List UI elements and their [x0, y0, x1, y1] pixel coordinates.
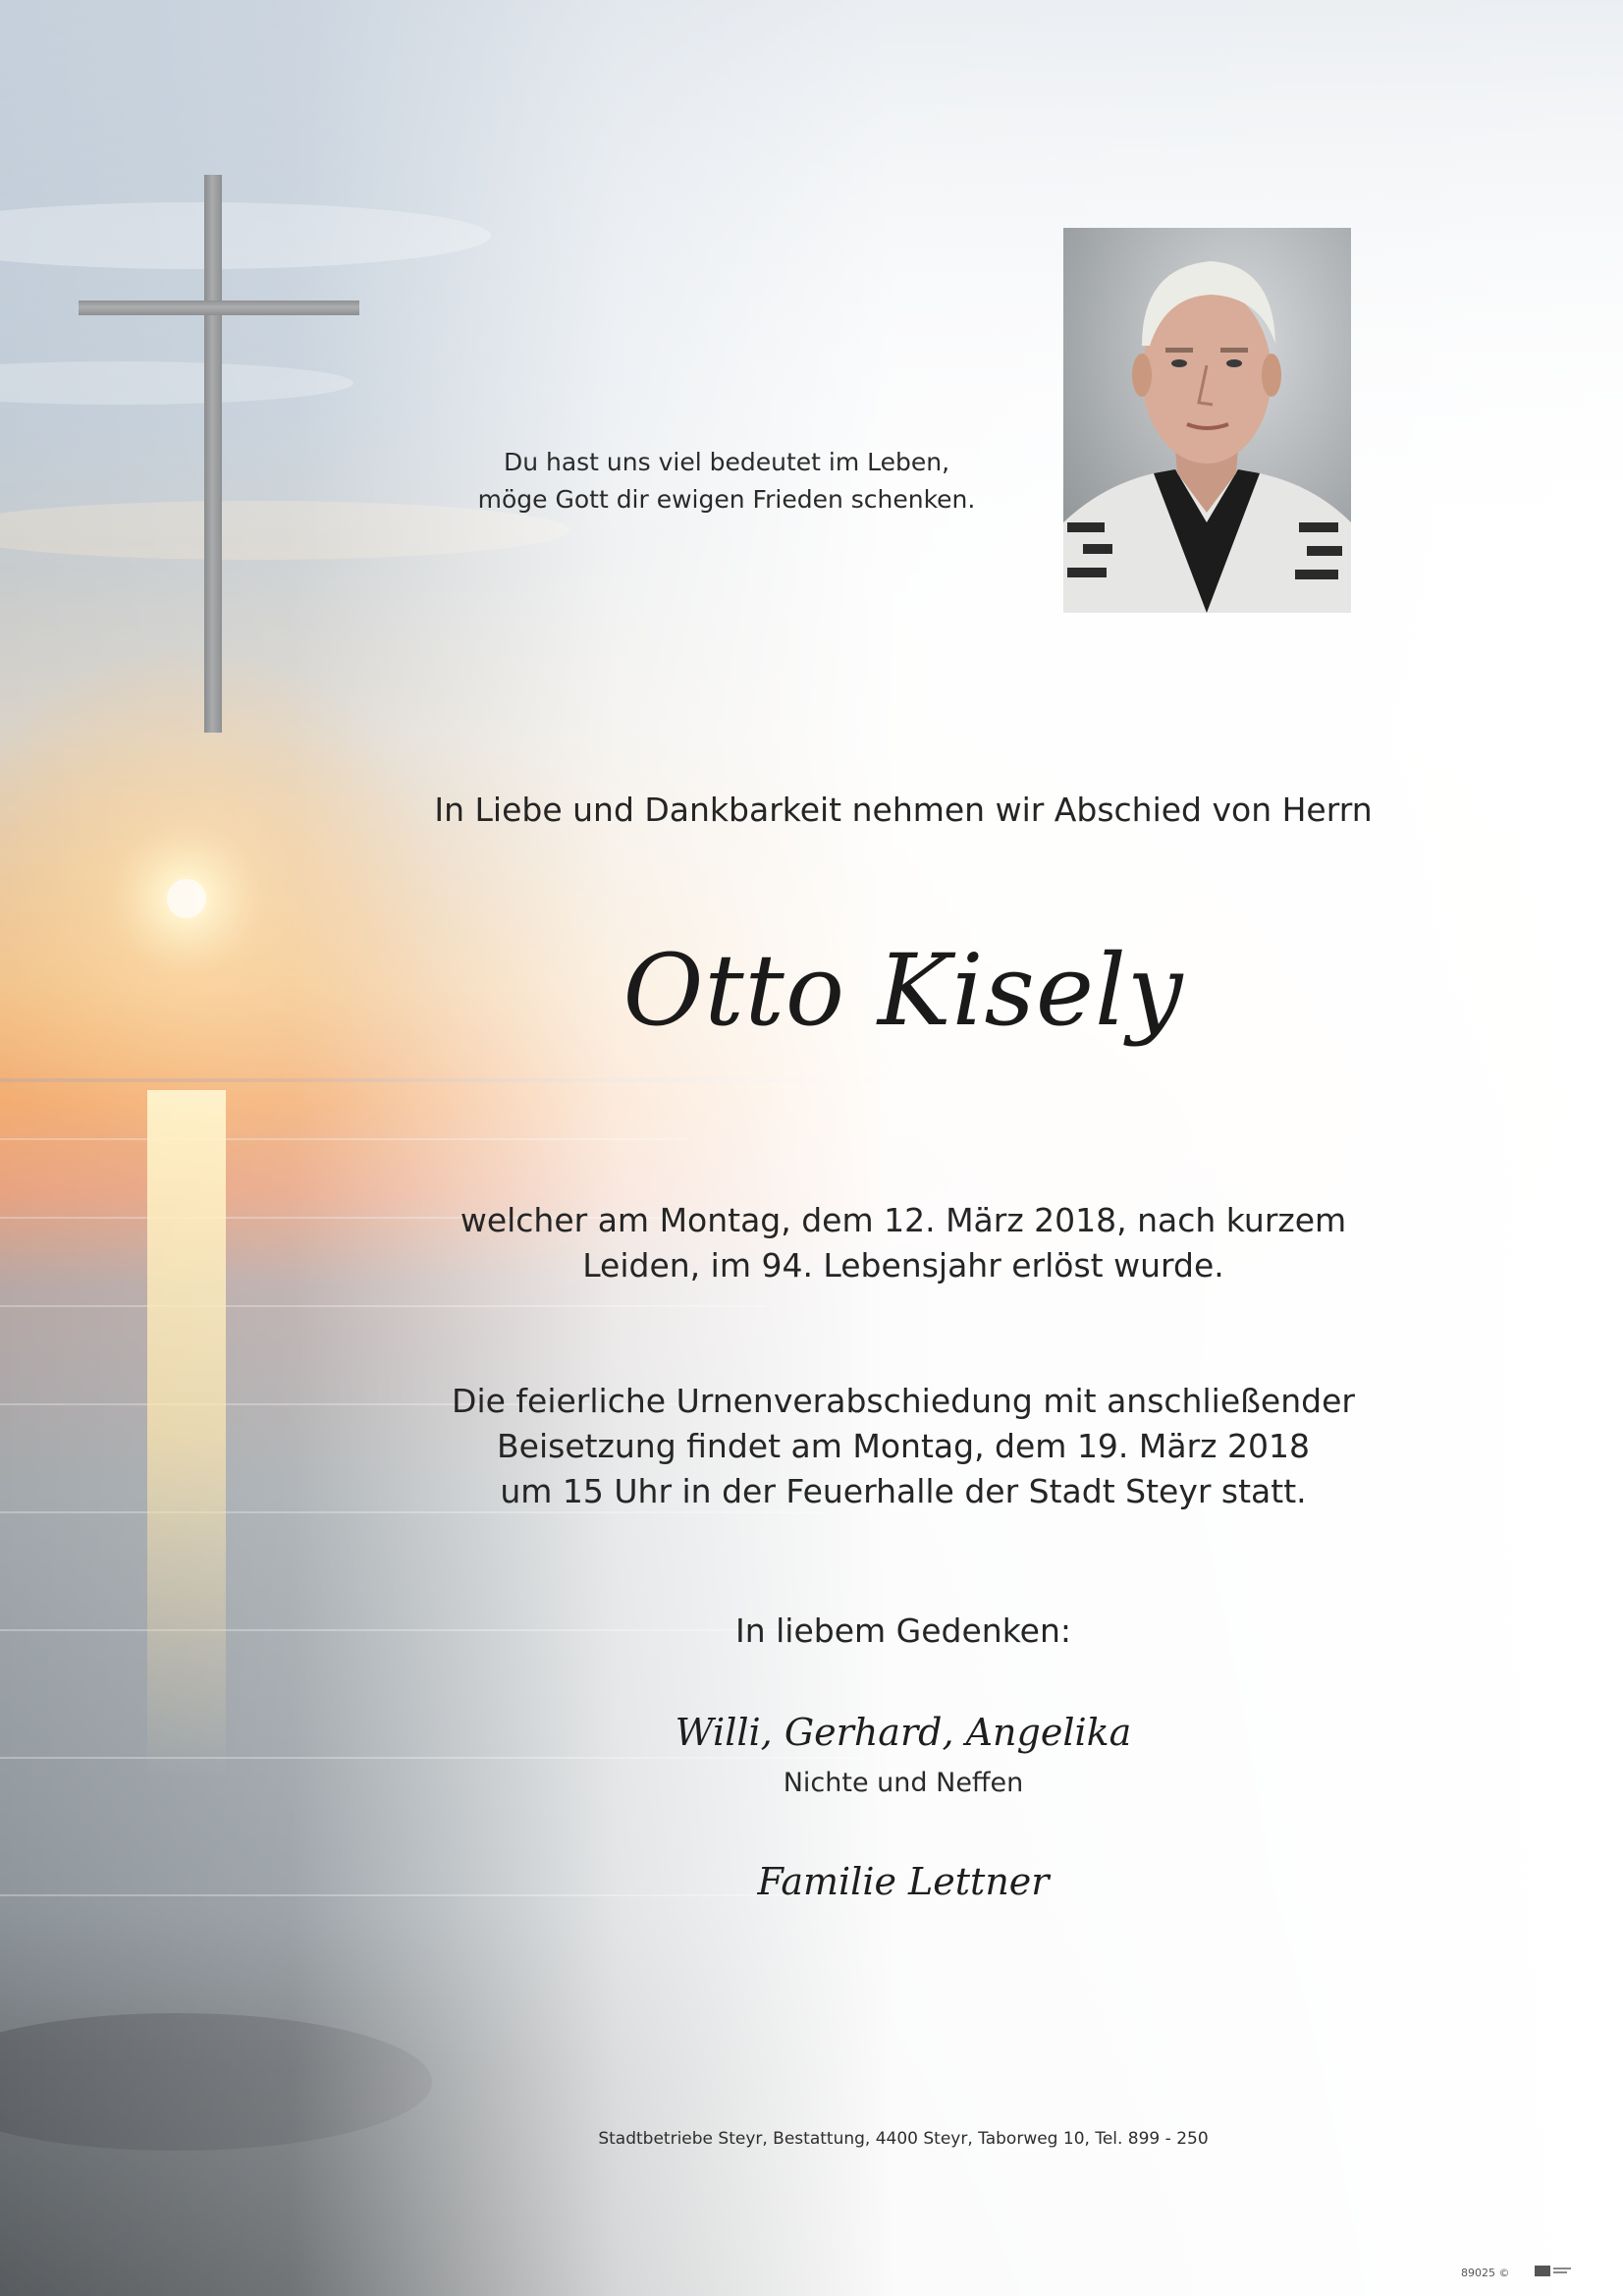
print-code: 89025 ©	[1461, 2267, 1510, 2279]
death-notice-line: welcher am Montag, dem 12. März 2018, nach kurzem	[460, 1201, 1347, 1239]
cross-icon-bar	[79, 301, 359, 315]
quote-line: möge Gott dir ewigen Frieden schenken.	[477, 485, 976, 514]
cross-icon	[204, 175, 222, 733]
death-notice-line: Leiden, im 94. Lebensjahr erlöst wurde.	[582, 1246, 1224, 1285]
deceased-name: Otto Kisely	[622, 933, 1184, 1048]
printer-logo	[1535, 2265, 1572, 2277]
mourner-names: Familie Lettner	[757, 1860, 1050, 1903]
mourner-names: Willi, Gerhard, Angelika	[675, 1711, 1132, 1754]
intro-text: In Liebe und Dankbarkeit nehmen wir Abschied von Herrn	[434, 791, 1373, 829]
mourner-relation: Nichte und Neffen	[783, 1768, 1024, 1798]
death-notice	[412, 1198, 1394, 1288]
memorial-quote	[461, 444, 992, 519]
funeral-home-footer: Stadtbetriebe Steyr, Bestattung, 4400 Steyr, Taborweg 10, Tel. 899 - 250	[598, 2129, 1209, 2149]
ceremony-line: Beisetzung findet am Montag, dem 19. März 2018	[497, 1427, 1310, 1465]
portrait-photo	[1063, 228, 1351, 613]
memory-heading: In liebem Gedenken:	[735, 1612, 1071, 1650]
ceremony-notice	[412, 1379, 1394, 1514]
ceremony-line: um 15 Uhr in der Feuerhalle der Stadt Steyr statt.	[500, 1472, 1307, 1510]
quote-line: Du hast uns viel bedeutet im Leben,	[503, 448, 950, 476]
ceremony-line: Die feierliche Urnenverabschiedung mit anschließender	[452, 1382, 1355, 1420]
